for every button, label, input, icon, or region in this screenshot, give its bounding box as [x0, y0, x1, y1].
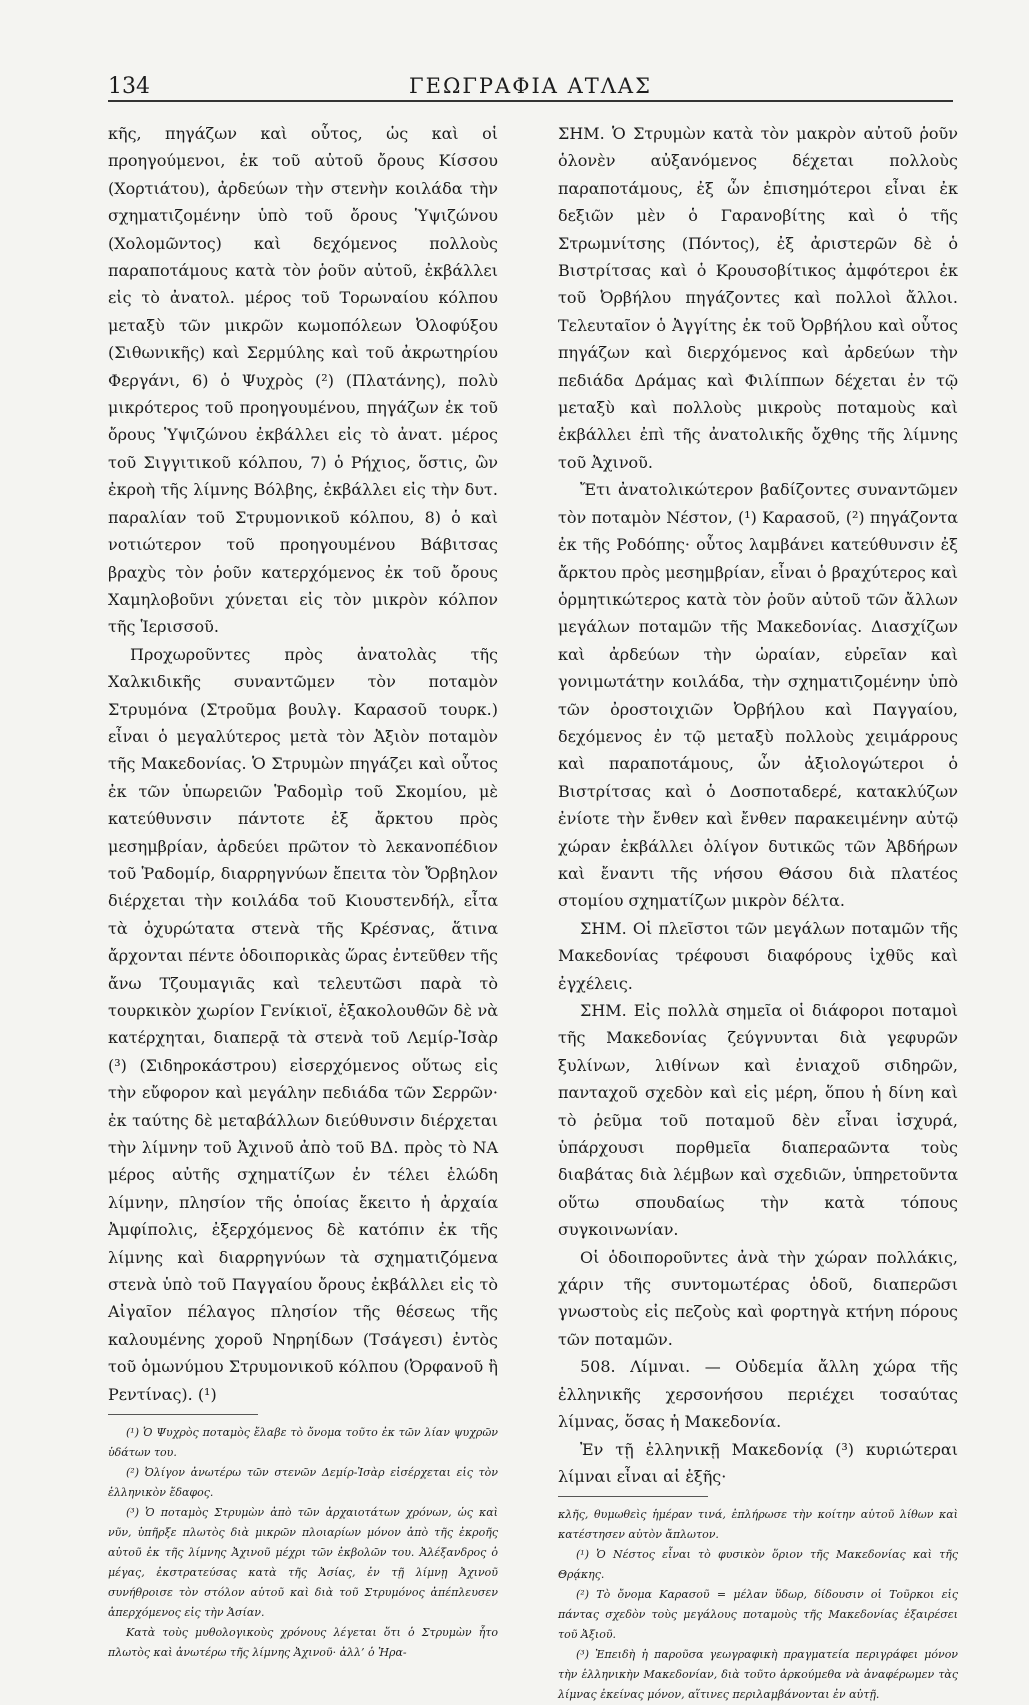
page-header — [108, 70, 953, 102]
footnote-separator — [108, 1414, 258, 1415]
page-number: 134 — [108, 74, 150, 99]
note-paragraph: ΣΗΜ. Οἱ πλεῖστοι τῶν μεγάλων ποταμῶν τῆς Μακεδονίας τρέφουσι διαφόρους ἰχθῦς καὶ ἐγχέλεις. — [558, 918, 958, 993]
footnote: (²) Τὸ ὄνομα Καρασοῦ = μέλαν ὕδωρ, δίδουσιν οἱ Τοῦρκοι εἰς πάντας σχεδὸν τοὺς μεγάλους ποταμοὺς τῆς Μακεδονίας ἐξαιρέσει τοῦ Ἀξιοῦ. — [558, 1588, 958, 1642]
footnote: (¹) Ὁ Νέστος εἶναι τὸ φυσικὸν ὅριον τῆς Μακεδονίας καὶ τῆς Θρᾴκης. — [558, 1548, 958, 1582]
footnote: (³) Ἐπειδὴ ἡ παροῦσα γεωγραφικὴ πραγματεία περιγράφει μόνον τὴν ἑλληνικὴν Μακεδονίαν, διὰ τοῦτο ἀρκούμεθα νὰ ἀναφέρωμεν τὰς λίμνας ἐκείνας μόνον, αἵτινες περιλαμβάνονται ἐν αὐτῇ. — [558, 1648, 958, 1702]
section-heading-paragraph: 508. Λίμναι. — Οὐδεμία ἄλλη χώρα τῆς ἑλληνικῆς χερσονήσου περιέχει τοσαύτας λίμνας, ὅσας ἡ Μακεδονία. — [558, 1357, 958, 1432]
running-title: ΓΕΩΓΡΑΦΙΑ ΑΤΛΑΣ — [409, 74, 652, 98]
body-paragraph: Προχωροῦντες πρὸς ἀνατολὰς τῆς Χαλκιδικῆς συναντῶμεν τὸν ποταμὸν Στρυμόνα (Στροῦμα βουλγ. Καρασοῦ τουρκ.) εἶναι ὁ μεγαλύτερος μετὰ τὸν Ἀξιὸν ποταμὸν τῆς Μακεδονίας. Ὁ Στρυμὼν πηγάζει καὶ οὗτος ἐκ τῶν ὑπωρειῶν Ῥαδομὶρ τοῦ Σκομίου, μὲ κατεύθυνσιν πάντοτε ἐξ ἄρκτου πρὸς μεσημβρίαν, ἀρδεύει πρῶτον τὸ λεκανοπέδιον τοῦ Ῥαδομίρ, διαρρηγνύων ἔπειτα τὸν Ὄρβηλον διέρχεται τὴν κοιλάδα τοῦ Κιουστενδήλ, εἶτα τὰ ὀχυρώτατα στενὰ τῆς Κρέσνας, ἅτινα ἄρχονται πέντε ὁδοιπορικὰς ὥρας ἐντεῦθεν τῆς ἄνω Τζουμαγιᾶς καὶ τελευτῶσι παρὰ τὸ τουρκικὸν χωρίον Γενίκιοϊ, ἐξακολουθῶν δὲ νὰ κατέρχηται, διαπερᾷ τὰ στενὰ τοῦ Λεμίρ-Ἰσὰρ (³) (Σιδηροκάστρου) εἰσερχόμενος οὕτως εἰς τὴν εὔφορον καὶ μεγάλην πεδιάδα τῶν Σερρῶν· ἐκ ταύτης δὲ μεταβάλλων διεύθυνσιν διέρχεται τὴν λίμνην τοῦ Ἀχινοῦ ἀπὸ τοῦ ΒΔ. πρὸς τὸ ΝΑ μέρος αὐτῆς σχηματίζων ἐν τέλει ἑλώδη λίμνην, πλησίον τῆς ὁποίας ἔκειτο ἡ ἀρχαία Ἀμφίπολις, ἐξερχόμενος δὲ κατόπιν ἐκ τῆς λίμνης καὶ διαρρηγνύων τὰ σχηματιζόμενα στενὰ ὑπὸ τοῦ Παγγαίου ὄρους ἐκβάλλει εἰς τὸ Αἰγαῖον πέλαγος πλησίον τῆς θέσεως τῆς καλουμένης χοροῦ Νηρηίδων (Τσάγεσι) ἐντὸς τοῦ ὁμωνύμου Στρυμονικοῦ κόλπου (Ὀρφανοῦ ἢ Ρεντίνας). (¹) — [108, 644, 498, 1404]
footnote-separator — [558, 1496, 708, 1497]
note-paragraph: ΣΗΜ. Ὁ Στρυμὼν κατὰ τὸν μακρὸν αὐτοῦ ῥοῦν ὁλονὲν αὐξανόμενος δέχεται πολλοὺς παραποτάμους, ἐξ ὧν ἐπισημότεροι εἶναι ἐκ δεξιῶν μὲν ὁ Γαρανοβίτης καὶ ὁ τῆς Στρωμνίτσης (Πόντος), ἐξ ἀριστερῶν δὲ ὁ Βιστρίτσας καὶ ὁ Κρουσοβίτικος ἀμφότεροι ἐκ τοῦ Ὀρβήλου πηγάζοντες καὶ πολλοὶ ἄλλοι. Τελευταῖον ὁ Ἀγγίτης ἐκ τοῦ Ὀρβήλου καὶ οὗτος πηγάζων καὶ διερχόμενος καὶ ἀρδεύων τὴν πεδιάδα Δράμας καὶ Φιλίππων δέχεται ἐν τῷ μεταξὺ καὶ πολλοὺς μικροὺς ποταμοὺς καὶ ἐκβάλλει ἐπὶ τῆς ἀνατολικῆς ὄχθης τῆς λίμνης τοῦ Ἀχινοῦ. — [558, 124, 958, 472]
body-paragraph: Ἐν τῇ ἑλληνικῇ Μακεδονίᾳ (³) κυριώτεραι λίμναι εἶναι αἱ ἑξῆς· — [558, 1439, 958, 1486]
body-paragraph: Ἔτι ἀνατολικώτερον βαδίζοντες συναντῶμεν τὸν ποταμὸν Νέστον, (¹) Καρασοῦ, (²) πηγάζοντα ἐκ τῆς Ροδόπης· οὗτος λαμβάνει κατεύθυνσιν ἐξ ἄρκτου πρὸς μεσημβρίαν, εἶναι ὁ βραχύτερος καὶ ὁρμητικώτερος κατὰ τὸν ῥοῦν αὐτοῦ τῶν ἄλλων μεγάλων ποταμῶν τῆς Μακεδονίας. Διασχίζων καὶ ἀρδεύων τὴν ὡραίαν, εὐρεῖαν καὶ γονιμωτάτην κοιλάδα, τὴν σχηματιζομένην ὑπὸ τῶν ὀροστοιχιῶν Ὀρβήλου καὶ Παγγαίου, δεχόμενος ἐν τῷ μεταξὺ πολλοὺς χειμάρρους καὶ παραποτάμους, ὧν ἀξιολογώτεροι ὁ Βιστρίτσας καὶ ὁ Δοσποταδερέ, κατακλύζων ἐνίοτε τὴν ἔνθεν καὶ ἔνθεν παρακειμένην αὐτῷ χώραν ἐκβάλλει ὀλίγον δυτικῶς τῶν Ἀβδήρων καὶ ἔναντι τῆς νήσου Θάσου διὰ πλατέος στομίου σχηματίζων μικρὸν δέλτα. — [558, 480, 958, 911]
footnote-continuation: κλῆς, θυμωθεὶς ἡμέραν τινά, ἐπλήρωσε τὴν κοίτην αὐτοῦ λίθων καὶ κατέστησεν αὐτὸν ἄπλωτον. — [558, 1508, 958, 1542]
note-paragraph: ΣΗΜ. Εἰς πολλὰ σημεῖα οἱ διάφοροι ποταμοὶ τῆς Μακεδονίας ζεύγνυνται διὰ γεφυρῶν ξυλίνων, λιθίνων καὶ ἐνιαχοῦ σιδηρῶν, πανταχοῦ σχεδὸν καὶ εἰς μέρη, ὅπου ἡ δίνη καὶ τὸ ῥεῦμα τοῦ ποταμοῦ δὲν εἶναι ἰσχυρά, ὑπάρχουσι πορθμεῖα διαπεραῶντα τοὺς διαβάτας διὰ λέμβων καὶ σχεδιῶν, ὑπηρετοῦντα οὕτω σπουδαίως τὴν κατὰ τόπους συγκοινωνίαν. — [558, 1001, 958, 1240]
left-column — [108, 120, 498, 1663]
body-paragraph: κῆς, πηγάζων καὶ οὗτος, ὡς καὶ οἱ προηγούμενοι, ἐκ τοῦ αὐτοῦ ὄρους Κίσσου (Χορτιάτου), ἀρδεύων τὴν στενὴν κοιλάδα τὴν σχηματιζομένην ὑπὸ τοῦ ὄρους Ὑψιζώνου (Χολομῶντος) καὶ δεχόμενος πολλοὺς παραποτάμους κατὰ τὸν ῥοῦν αὐτοῦ, ἐκβάλλει εἰς τὸ ἀνατολ. μέρος τοῦ Τορωναίου κόλπου μεταξὺ τῶν μικρῶν κωμοπόλεων Ὀλοφύξου (Σιθωνικῆς) καὶ Σερμύλης καὶ τοῦ ἀκρωτηρίου Φεργάνι, 6) ὁ Ψυχρὸς (²) (Πλατάνης), πολὺ μικρότερος τοῦ προηγουμένου, πηγάζων ἐκ τοῦ ὄρους Ὑψιζώνου ἐκβάλλει εἰς τὸ ἀνατ. μέρος τοῦ Σιγγιτικοῦ κόλπου, 7) ὁ Ρήχιος, ὅστις, ὢν ἐκροὴ τῆς λίμνης Βόλβης, ἐκβάλλει εἰς τὴν δυτ. παραλίαν τοῦ Στρυμονικοῦ κόλπου, 8) ὁ καὶ νοτιώτερον τοῦ προηγουμένου Βάβιτσας βραχὺς τὸν ῥοῦν κατερχόμενος ἐκ τοῦ ὄρους Χαμηλοβοῦνι χύνεται εἰς τὸν μικρὸν κόλπον τῆς Ἱερισσοῦ. — [108, 124, 498, 637]
body-paragraph: Οἱ ὁδοιποροῦντες ἀνὰ τὴν χώραν πολλάκις, χάριν τῆς συντομωτέρας ὁδοῦ, διαπερῶσι γνωστοὺς εἰς πεζοὺς καὶ φορτηγὰ κτήνη πόρους τῶν ποταμῶν. — [558, 1247, 958, 1349]
footnote: (³) Ὁ ποταμὸς Στρυμὼν ἀπὸ τῶν ἀρχαιοτάτων χρόνων, ὡς καὶ νῦν, ὑπῆρξε πλωτὸς διὰ μικρῶν πλοιαρίων μόνον ἀπὸ τῆς ἐκροῆς αὐτοῦ ἐκ τῆς λίμνης Ἀχινοῦ μέχρι τῶν ἐκβολῶν του. Ἀλέξανδρος ὁ μέγας, ἐκστρατεύσας κατὰ τῆς Ἀσίας, ἐν τῇ λίμνῃ Ἀχινοῦ συνήθροισε τὸν στόλον αὐτοῦ καὶ διὰ τοῦ Στρυμόνος ἀπέπλευσεν ἀπερχόμενος εἰς τὴν Ἀσίαν. — [108, 1506, 498, 1620]
footnote: Κατὰ τοὺς μυθολογικοὺς χρόνους λέγεται ὅτι ὁ Στρυμὼν ἦτο πλωτὸς καὶ ἀνωτέρω τῆς λίμνης Ἀχινοῦ· ἀλλ’ ὁ Ἡρα- — [108, 1626, 498, 1660]
right-column — [558, 120, 958, 1705]
footnote: (²) Ὀλίγον ἀνωτέρω τῶν στενῶν Δεμίρ-Ἰσὰρ εἰσέρχεται εἰς τὸν ἑλληνικὸν ἔδαφος. — [108, 1466, 498, 1500]
footnote: (¹) Ὁ Ψυχρὸς ποταμὸς ἔλαβε τὸ ὄνομα τοῦτο ἐκ τῶν λίαν ψυχρῶν ὑδάτων του. — [108, 1426, 498, 1460]
